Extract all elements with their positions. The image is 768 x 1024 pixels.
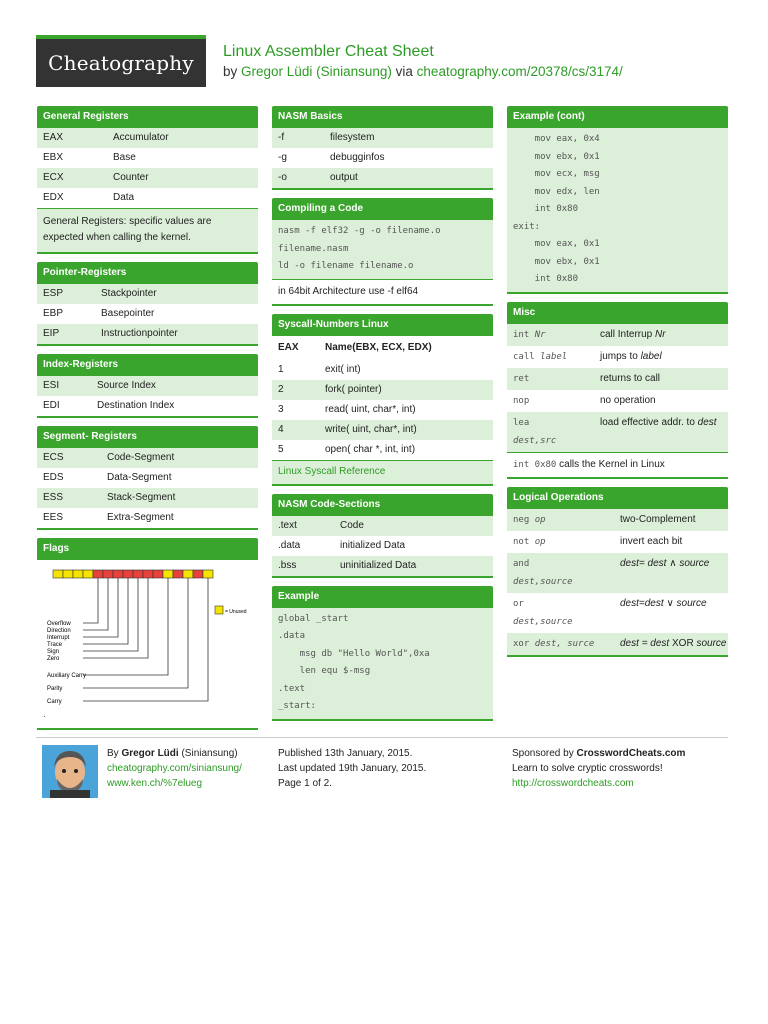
instr-name: neg xyxy=(513,514,530,525)
table-row xyxy=(507,553,728,593)
table-row xyxy=(37,304,258,324)
cell-value: Source Index xyxy=(97,380,156,391)
section-title: General Registers xyxy=(37,106,258,128)
desc-part: dest xyxy=(620,637,639,649)
section-title: Compiling a Code xyxy=(272,198,493,220)
section-title: Example xyxy=(272,586,493,608)
instruction-cell xyxy=(507,346,594,368)
byline-via: via xyxy=(395,64,413,79)
author-avatar xyxy=(42,745,98,798)
column-2 xyxy=(272,106,493,729)
cell-key: EDI xyxy=(43,400,60,411)
section-example xyxy=(272,586,493,721)
footer-author-name: Gregor Lüdi xyxy=(121,748,179,759)
flag-bit-cell xyxy=(193,570,203,578)
table-row xyxy=(272,360,493,380)
code-line: msg db "Hello World",0xa xyxy=(278,648,430,659)
section-title: Segment- Registers xyxy=(37,426,258,448)
table-row xyxy=(507,368,728,390)
instruction-cell xyxy=(507,593,614,633)
column-header: Name(EBX, ECX, EDX) xyxy=(325,341,432,353)
section-title: Syscall-Numbers Linux xyxy=(272,314,493,336)
table-row xyxy=(507,390,728,412)
instr-arg: dest, surce xyxy=(534,638,595,649)
desc-arg: dest xyxy=(697,416,717,428)
cell-key: EES xyxy=(43,512,64,523)
cell-value: exit( int) xyxy=(325,363,361,375)
cell-value: Data xyxy=(113,192,135,203)
flag-bit-cell xyxy=(153,570,163,578)
cell-value: filesystem xyxy=(330,132,375,143)
footer-sponsor xyxy=(512,746,685,791)
code-line: int 0x80 xyxy=(513,274,579,284)
code-block xyxy=(272,608,493,719)
instr-arg: dest,source xyxy=(513,616,573,627)
code-line: exit: xyxy=(513,221,541,232)
desc-text: jumps to xyxy=(600,350,638,362)
cell-key: EBP xyxy=(43,308,64,319)
cell-value: fork( pointer) xyxy=(325,383,382,395)
byline xyxy=(223,64,623,79)
section-logical-operations xyxy=(507,487,728,657)
instruction-cell: ret xyxy=(513,373,530,384)
footer-by: By xyxy=(107,748,119,759)
flag-bit-cell xyxy=(83,570,93,578)
cell-key: -f xyxy=(278,132,285,143)
cell-key: 1 xyxy=(278,363,284,375)
table-row xyxy=(272,420,493,440)
section-title: Misc xyxy=(507,302,728,324)
logo-text: Cheatography xyxy=(48,51,194,75)
table-row xyxy=(272,536,493,556)
description-cell: returns to call xyxy=(600,372,661,384)
instr-name: xor xyxy=(513,638,530,649)
sponsor-name: CrosswordCheats.com xyxy=(576,748,686,759)
instr-name: call xyxy=(513,351,535,362)
table-row xyxy=(37,448,258,468)
flag-label: Overflow xyxy=(47,621,71,627)
table-row xyxy=(272,516,493,536)
code-line: int 0x80 xyxy=(513,204,579,214)
description-cell xyxy=(614,593,728,633)
code-line: len equ $-msg xyxy=(278,666,371,676)
section-title: NASM Code-Sections xyxy=(272,494,493,516)
avatar-illustration xyxy=(42,745,98,798)
cheatography-logo[interactable] xyxy=(36,35,206,87)
instr-arg: op xyxy=(534,536,546,547)
unused-legend-swatch xyxy=(215,606,223,614)
table-row xyxy=(272,148,493,168)
sponsor-tagline: Learn to solve cryptic crosswords! xyxy=(512,763,663,774)
instruction-cell xyxy=(507,324,594,346)
instruction-cell xyxy=(507,633,614,655)
unused-legend-text: = Unused xyxy=(225,609,247,615)
desc-arg: Nr xyxy=(655,328,666,340)
flag-connector xyxy=(83,578,208,701)
flag-bit-cell xyxy=(173,570,183,578)
flag-connector xyxy=(83,578,168,675)
table-row xyxy=(272,128,493,148)
cell-key: ESS xyxy=(43,492,64,503)
section-pointer-registers xyxy=(37,262,258,346)
instr-arg: label xyxy=(540,351,568,362)
table-row xyxy=(37,284,258,304)
instr-name: lea xyxy=(513,417,530,428)
cell-value: Code xyxy=(340,519,364,531)
instruction-cell xyxy=(507,509,614,531)
desc-part: source xyxy=(696,637,727,649)
description-cell: invert each bit xyxy=(620,535,683,547)
section-nasm-basics xyxy=(272,106,493,190)
table-header-row xyxy=(272,336,493,360)
section-title: Pointer-Registers xyxy=(37,262,258,284)
cell-key: .bss xyxy=(278,559,297,571)
cell-value: Basepointer xyxy=(101,308,155,319)
instr-arg: Nr xyxy=(534,329,546,340)
section-example-cont xyxy=(507,106,728,294)
section-note: in 64bit Architecture use -f elf64 xyxy=(272,279,493,304)
flag-bit-cell xyxy=(123,570,133,578)
cell-value: open( char *, int, int) xyxy=(325,443,416,455)
desc-part: = dest xyxy=(638,557,667,569)
sponsor-link[interactable]: http://crosswordcheats.com xyxy=(512,778,634,789)
updated-date: Last updated 19th January, 2015. xyxy=(278,763,427,774)
code-line: mov ebx, 0x1 xyxy=(513,151,600,162)
code-line: filename.nasm xyxy=(278,243,349,254)
flag-connector xyxy=(83,578,118,637)
wedge-up-icon: ∧ xyxy=(669,557,677,569)
section-title: Flags xyxy=(37,538,258,560)
cell-value: Counter xyxy=(113,172,149,183)
cell-value: Base xyxy=(113,152,136,163)
table-row xyxy=(37,128,258,148)
byline-by: by xyxy=(223,64,238,79)
page-number: Page 1 of 2. xyxy=(278,778,332,789)
cell-key: .text xyxy=(278,519,297,531)
instruction-cell xyxy=(507,412,594,452)
flag-bit-cell xyxy=(203,570,213,578)
desc-text: load effective addr. to xyxy=(600,416,695,428)
flag-bit-cell xyxy=(143,570,153,578)
desc-text: call Interrup xyxy=(600,328,653,340)
description-cell xyxy=(614,553,728,593)
cell-key: ESI xyxy=(43,380,60,391)
table-row xyxy=(272,168,493,188)
sheet-url-link[interactable]: cheatography.com/20378/cs/3174/ xyxy=(416,64,623,79)
flag-bit-cell xyxy=(133,570,143,578)
flag-label: Carry xyxy=(47,699,62,705)
page-title: Linux Assembler Cheat Sheet xyxy=(223,43,434,60)
flag-label: Auxiliary Carry xyxy=(47,673,87,679)
desc-part: dest xyxy=(620,597,639,609)
flag-label: Direction xyxy=(47,628,71,634)
flag-connector xyxy=(83,578,98,623)
desc-arg: label xyxy=(640,350,662,362)
cell-key: EAX xyxy=(43,132,64,143)
cell-key: -g xyxy=(278,152,287,163)
flag-cells xyxy=(53,570,213,578)
desc-part: dest xyxy=(620,557,639,569)
cell-key: ECS xyxy=(43,452,64,463)
table-row xyxy=(37,168,258,188)
section-title: Logical Operations xyxy=(507,487,728,509)
table-row xyxy=(272,380,493,400)
section-title: Example (cont) xyxy=(507,106,728,128)
code-line: mov ebx, 0x1 xyxy=(513,256,600,267)
code-line: mov eax, 0x1 xyxy=(513,239,600,249)
cell-key: ESP xyxy=(43,288,64,299)
table-row xyxy=(37,468,258,488)
description-cell: two-Complement xyxy=(620,513,696,525)
section-index-registers xyxy=(37,354,258,418)
table-row xyxy=(37,324,258,344)
table-row xyxy=(507,509,728,531)
table-row xyxy=(37,376,258,396)
instr-arg: dest,source xyxy=(513,576,573,587)
cell-value: output xyxy=(330,172,358,183)
code-line: ld -o filename filename.o xyxy=(278,261,414,271)
code-line: .data xyxy=(278,631,306,641)
cell-value: Accumulator xyxy=(113,132,169,143)
footer-author xyxy=(107,746,242,791)
footer-publication xyxy=(278,746,426,791)
description-cell xyxy=(614,633,728,655)
author-website-link[interactable]: www.ken.ch/%7elueg xyxy=(107,778,203,789)
cell-value: write( uint, char*, int) xyxy=(325,423,417,435)
section-note: General Registers: specific values are expected when calling the kernel. xyxy=(37,208,258,252)
code-line: _start: xyxy=(278,701,316,711)
flag-label: Parity xyxy=(47,686,63,692)
description-cell xyxy=(594,346,728,368)
table-row xyxy=(507,531,728,553)
table-row xyxy=(37,508,258,528)
cell-key: EDS xyxy=(43,472,64,483)
instruction-cell xyxy=(507,531,614,553)
description-cell: no operation xyxy=(600,394,656,406)
flag-connector xyxy=(83,578,108,630)
desc-part: source xyxy=(679,557,710,569)
instr-name: not xyxy=(513,536,530,547)
table-row xyxy=(507,324,728,346)
table-row xyxy=(272,400,493,420)
instr-arg: dest,src xyxy=(513,435,557,446)
table-row xyxy=(37,148,258,168)
note-code: int 0x80 xyxy=(513,459,557,470)
instr-arg: op xyxy=(534,514,546,525)
flag-bit-cell xyxy=(93,570,103,578)
code-block xyxy=(272,220,493,279)
section-flags xyxy=(37,538,258,730)
cell-key: 2 xyxy=(278,383,284,395)
flag-label: Sign xyxy=(47,649,60,655)
flag-connector xyxy=(83,578,188,688)
flag-connector xyxy=(83,578,128,644)
instruction-cell xyxy=(507,553,614,593)
cell-value: Code-Segment xyxy=(107,452,175,463)
description-cell xyxy=(594,412,728,452)
table-row xyxy=(507,633,728,655)
table-row xyxy=(507,593,728,633)
table-row xyxy=(507,346,728,368)
author-link[interactable]: Gregor Lüdi (Siniansung) xyxy=(241,64,392,79)
cell-value: Extra-Segment xyxy=(107,512,174,523)
instr-name: or xyxy=(513,598,524,609)
instr-name: and xyxy=(513,558,530,569)
table-row xyxy=(272,556,493,576)
table-row xyxy=(37,488,258,508)
cell-value: read( uint, char*, int) xyxy=(325,403,416,415)
cell-value: debugginfos xyxy=(330,152,385,163)
section-code-sections xyxy=(272,494,493,578)
column-3 xyxy=(507,106,728,665)
flag-bit-cell xyxy=(103,570,113,578)
cell-key: -o xyxy=(278,172,287,183)
published-date: Published 13th January, 2015. xyxy=(278,748,413,759)
section-general-registers xyxy=(37,106,258,254)
wedge-down-icon: ∨ xyxy=(666,597,674,609)
cell-key: EIP xyxy=(43,328,60,339)
cell-value: Stackpointer xyxy=(101,288,157,299)
page-footer xyxy=(36,737,728,803)
instruction-cell: nop xyxy=(513,395,530,406)
cell-value: initialized Data xyxy=(340,539,406,551)
cell-value: Stack-Segment xyxy=(107,492,176,503)
cell-key: ECX xyxy=(43,172,64,183)
column-header: EAX xyxy=(278,341,299,353)
flag-bit-cell xyxy=(53,570,63,578)
code-line: .text xyxy=(278,683,306,694)
desc-part: = dest xyxy=(641,637,670,649)
code-line: nasm -f elf32 -g -o filename.o xyxy=(278,226,441,236)
code-block xyxy=(507,128,728,292)
section-title: NASM Basics xyxy=(272,106,493,128)
flag-bit-cell xyxy=(163,570,173,578)
section-segment-registers xyxy=(37,426,258,530)
cell-key: EBX xyxy=(43,152,64,163)
flag-lines xyxy=(83,578,208,701)
desc-part: source xyxy=(676,597,707,609)
code-line: mov ecx, msg xyxy=(513,169,600,179)
flag-bit-cell xyxy=(73,570,83,578)
instr-name: int xyxy=(513,329,530,340)
flag-bit-cell xyxy=(113,570,123,578)
flags-footnote: . xyxy=(43,709,46,720)
flag-connector xyxy=(83,578,138,651)
table-row xyxy=(37,396,258,416)
desc-part: =dest xyxy=(638,597,664,609)
section-compiling xyxy=(272,198,493,306)
cell-key: 5 xyxy=(278,443,284,455)
cell-value: uninitialized Data xyxy=(340,559,417,571)
flag-bit-cell xyxy=(63,570,73,578)
column-1 xyxy=(37,106,258,738)
cell-value: Data-Segment xyxy=(107,472,172,483)
cell-key: 3 xyxy=(278,403,284,415)
cell-key: .data xyxy=(278,539,301,551)
footer-handle: (Siniansung) xyxy=(181,748,238,759)
table-row xyxy=(272,440,493,460)
note-text: calls the Kernel in Linux xyxy=(559,458,665,470)
flag-label: Trace xyxy=(47,642,63,648)
code-line: global _start xyxy=(278,613,349,624)
code-line: mov eax, 0x4 xyxy=(513,134,600,144)
cell-value: Instructionpointer xyxy=(101,328,178,339)
flag-bit-cell xyxy=(183,570,193,578)
code-line: mov edx, len xyxy=(513,186,600,197)
section-note xyxy=(507,452,728,477)
flag-label: Zero xyxy=(47,656,60,662)
author-profile-link[interactable]: cheatography.com/siniansung/ xyxy=(107,763,242,774)
desc-part: XOR xyxy=(672,637,694,649)
cell-key: 4 xyxy=(278,423,284,435)
description-cell xyxy=(594,324,728,346)
syscall-reference-link[interactable]: Linux Syscall Reference xyxy=(272,460,493,484)
section-syscall-numbers xyxy=(272,314,493,486)
cell-key: EDX xyxy=(43,192,64,203)
table-row xyxy=(507,412,728,452)
flags-diagram xyxy=(37,560,258,708)
flag-label: Interrupt xyxy=(47,635,70,641)
section-misc xyxy=(507,302,728,479)
section-title: Index-Registers xyxy=(37,354,258,376)
flags-register-svg xyxy=(45,566,250,706)
cell-value: Destination Index xyxy=(97,400,175,411)
sponsored-by: Sponsored by xyxy=(512,748,574,759)
table-row xyxy=(37,188,258,208)
